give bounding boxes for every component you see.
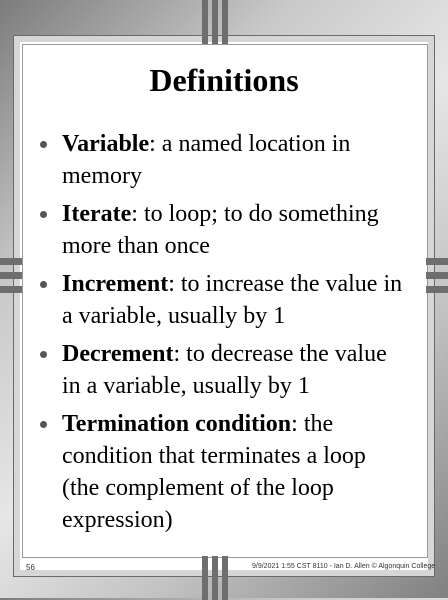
bullet-icon: [40, 211, 47, 218]
right-stripes-decoration: [426, 258, 448, 265]
top-stripes-decoration: [202, 0, 208, 44]
bullet-icon: [40, 281, 47, 288]
definition-list: [38, 128, 408, 542]
definition-term: Increment: [62, 271, 169, 297]
definition-term: Variable: [62, 131, 150, 157]
definition-term: Decrement: [62, 341, 174, 367]
definition-item: [38, 338, 408, 402]
bullet-icon: [40, 351, 47, 358]
definition-item: [38, 408, 408, 536]
definition-term: Termination condition: [62, 411, 292, 437]
definition-item: [38, 128, 408, 192]
definition-text: : the condition that terminates a loop (the complement of the loop expression): [62, 411, 366, 533]
slide-footer: 9/9/2021 1:55 CST 8110 - Ian D. Allen © Algonquin College: [252, 563, 436, 570]
bottom-stripes-decoration: [202, 556, 208, 600]
definition-item: [38, 268, 408, 332]
page-number: 56: [26, 563, 35, 572]
definition-text: : to decrease the value in a variable, usually by 1: [62, 341, 387, 399]
definition-text: : a named location in memory: [62, 131, 351, 189]
slide-title: Definitions: [149, 62, 299, 98]
definition-term: Iterate: [62, 201, 132, 227]
definition-text: : to increase the value in a variable, usually by 1: [62, 271, 403, 329]
bullet-icon: [40, 141, 47, 148]
definition-text: : to loop; to do something more than once: [62, 201, 379, 259]
definition-item: [38, 198, 408, 262]
left-stripes-decoration: [0, 258, 22, 265]
bullet-icon: [40, 421, 47, 428]
